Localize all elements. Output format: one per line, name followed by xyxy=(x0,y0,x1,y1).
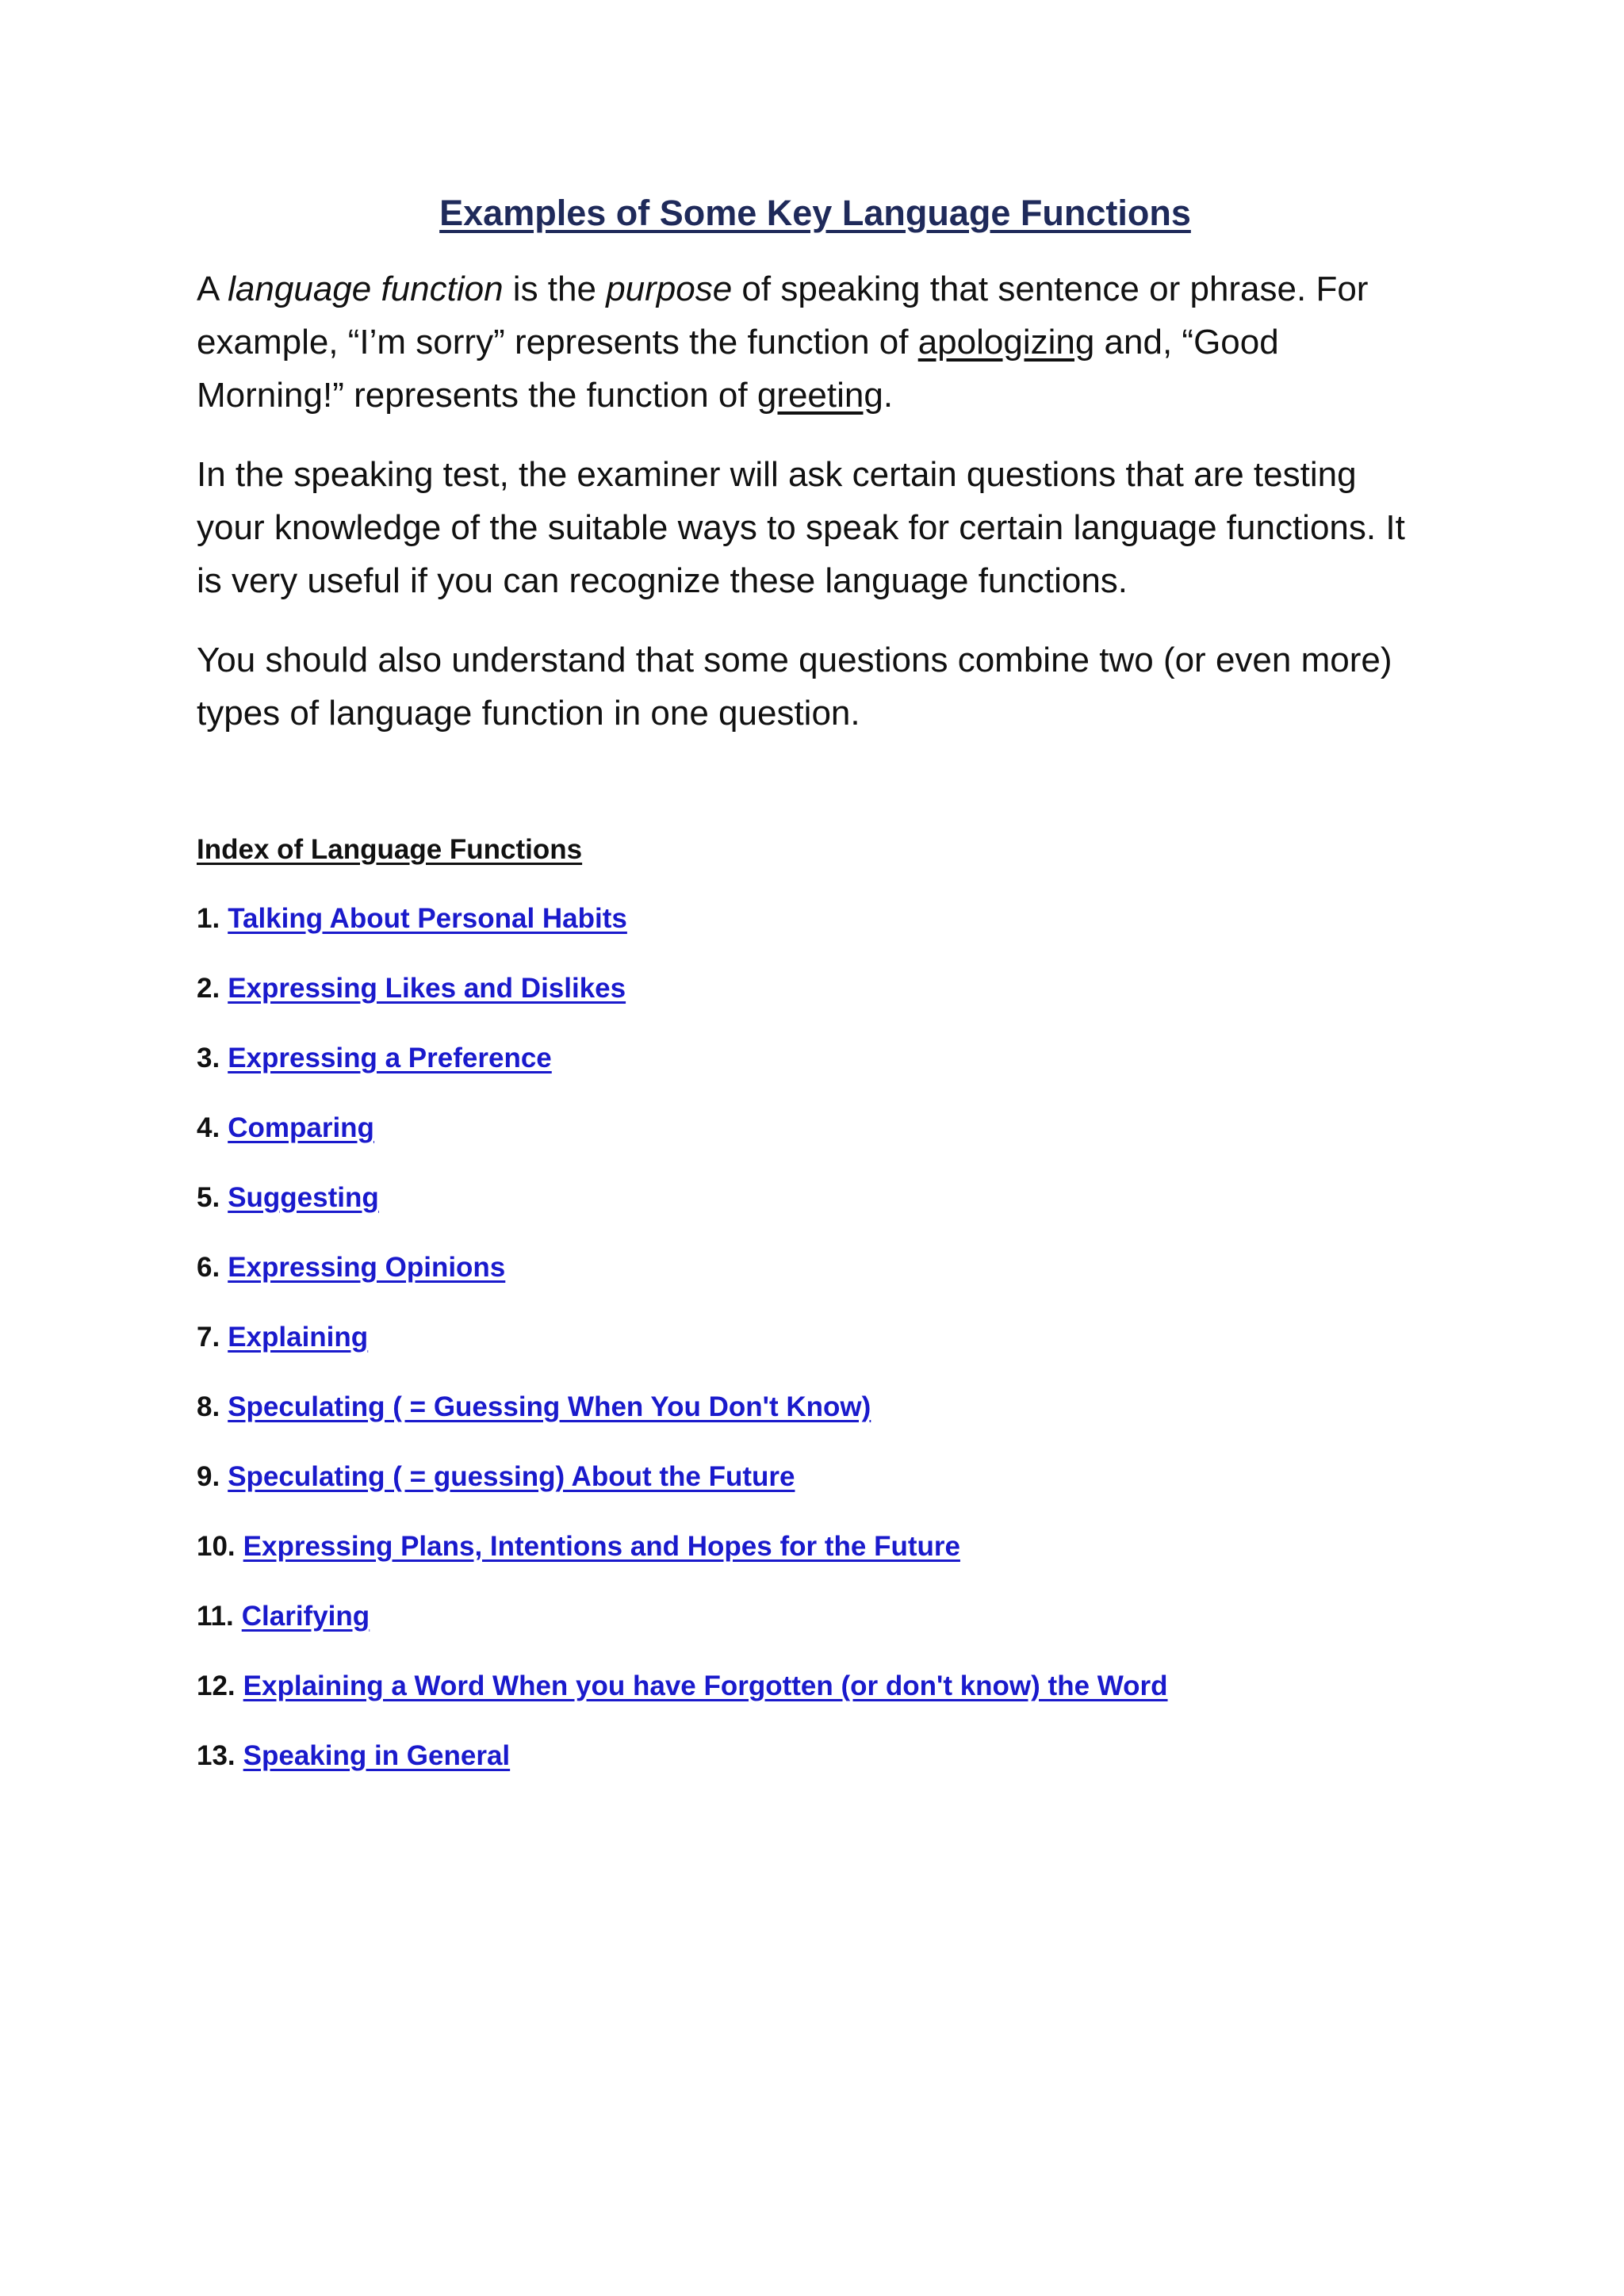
index-item xyxy=(197,1460,1434,1530)
index-item xyxy=(197,1670,1434,1739)
speaking-test-paragraph: In the speaking test, the examiner will ask certain questions that are testing your knowledge of the suitable ways to speak for certain language functions. It is very useful if you can recognize these language functions. xyxy=(197,454,1405,600)
index-item xyxy=(197,1251,1434,1321)
index-item xyxy=(197,1181,1434,1251)
index-number: 2. xyxy=(197,972,220,1004)
intro-text-3: of speaking that sentence or phrase. For example, “I’m sorry” represents the function of xyxy=(197,269,1369,362)
index-item xyxy=(197,972,1434,1042)
index-item xyxy=(197,1391,1434,1460)
index-link-plans-intentions[interactable]: Expressing Plans, Intentions and Hopes for the Future xyxy=(243,1530,960,1562)
index-number: 1. xyxy=(197,902,220,934)
index-link-likes-dislikes[interactable]: Expressing Likes and Dislikes xyxy=(228,972,626,1004)
index-number: 8. xyxy=(197,1391,220,1422)
index-link-opinions[interactable]: Expressing Opinions xyxy=(228,1251,506,1283)
index-link-forgotten-word[interactable]: Explaining a Word When you have Forgotten (or don't know) the Word xyxy=(243,1670,1168,1701)
index-number: 7. xyxy=(197,1321,220,1353)
index-list xyxy=(197,902,1434,1809)
intro-term-greeting: greeting xyxy=(756,375,883,415)
index-link-personal-habits[interactable]: Talking About Personal Habits xyxy=(228,902,627,934)
index-number: 3. xyxy=(197,1042,220,1073)
index-item xyxy=(197,1530,1434,1600)
intro-text-1: A xyxy=(197,269,228,308)
combined-functions-paragraph: You should also understand that some questions combine two (or even more) types of language function in one question. xyxy=(197,640,1392,733)
intro-text-2: is the xyxy=(503,269,607,308)
index-link-preference[interactable]: Expressing a Preference xyxy=(228,1042,552,1073)
index-item xyxy=(197,1042,1434,1112)
index-number: 4. xyxy=(197,1112,220,1143)
index-link-clarifying[interactable]: Clarifying xyxy=(241,1600,370,1632)
index-item xyxy=(197,1321,1434,1391)
index-link-comparing[interactable]: Comparing xyxy=(228,1112,374,1143)
index-link-speculating-guessing[interactable]: Speculating ( = Guessing When You Don't Know) xyxy=(228,1391,871,1422)
index-number: 12. xyxy=(197,1670,236,1701)
index-number: 9. xyxy=(197,1460,220,1492)
index-item xyxy=(197,1600,1434,1670)
index-number: 11. xyxy=(197,1600,234,1632)
index-number: 13. xyxy=(197,1739,236,1771)
index-number: 6. xyxy=(197,1251,220,1283)
document-content xyxy=(197,190,1434,1809)
index-link-speculating-future[interactable]: Speculating ( = guessing) About the Future xyxy=(228,1460,795,1492)
index-link-explaining[interactable]: Explaining xyxy=(228,1321,369,1353)
index-number: 10. xyxy=(197,1530,236,1562)
intro-term-purpose: purpose xyxy=(606,269,733,308)
index-item xyxy=(197,902,1434,972)
index-item xyxy=(197,1739,1434,1809)
intro-term-apologizing: apologizing xyxy=(917,322,1095,362)
index-link-suggesting[interactable]: Suggesting xyxy=(228,1181,379,1213)
document-title: Examples of Some Key Language Functions xyxy=(439,193,1191,233)
intro-paragraph xyxy=(197,262,1434,422)
index-link-speaking-general[interactable]: Speaking in General xyxy=(243,1739,511,1771)
index-heading: Index of Language Functions xyxy=(197,833,583,865)
index-item xyxy=(197,1112,1434,1181)
intro-text-4: and, “Good Morning!” represents the function of xyxy=(197,322,1279,415)
index-number: 5. xyxy=(197,1181,220,1213)
intro-text-5: . xyxy=(883,375,894,415)
intro-term-language-function: language function xyxy=(228,269,504,308)
